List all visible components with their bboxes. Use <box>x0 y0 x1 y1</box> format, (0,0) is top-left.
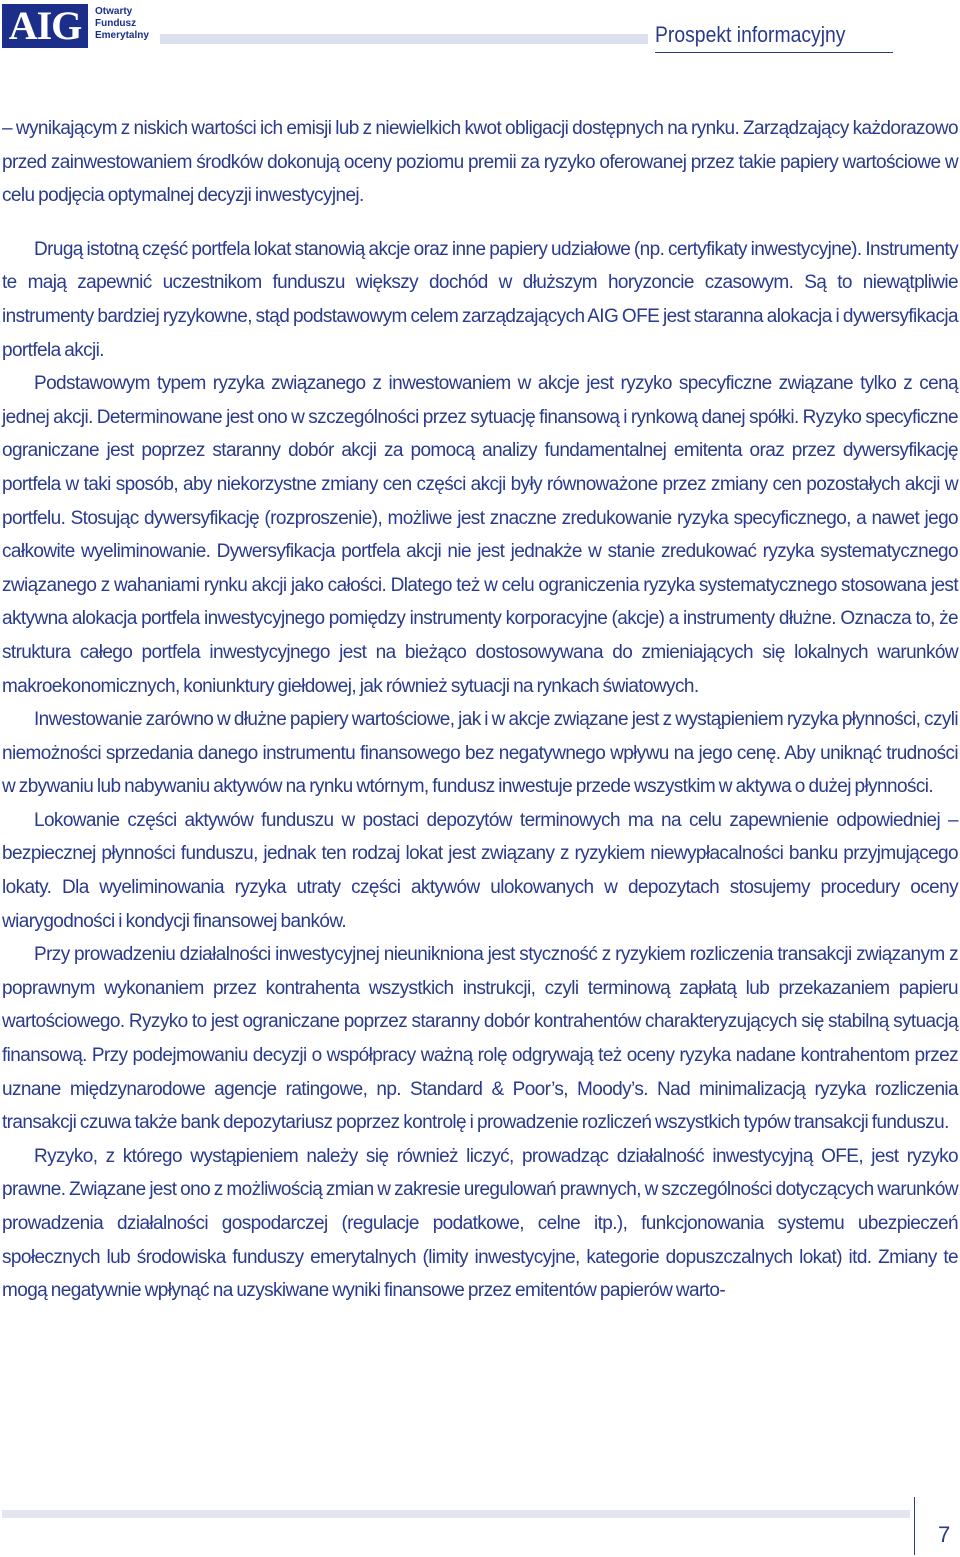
header-underline <box>655 52 893 53</box>
paragraph-1: – wynikającym z niskich wartości ich emisji lub z niewielkich kwot obligacji dostępnych na rynku. Zarządzający każdorazowo przed zainwestowaniem środków dokonują oceny poziomu premii za ryzyko oferowanej przez takie papiery wartościowe w celu podjęcia optymalnej decyzji inwestycyjnej. <box>2 118 958 207</box>
header-decorative-bar <box>160 34 648 44</box>
paragraph-7: Ryzyko, z którego wystąpieniem należy się również liczyć, prowadząc działalność inwestycyjną OFE, jest ryzyko prawne. Związane jest ono z możliwością zmian w zakresie uregulowań prawnych, w szczególności dotyczących warunków prowadzenia działalności gospodarczej (regulacje podatkowe, celne itp.), funkcjonowania systemu ubezpieczeń społecznych lub środowiska funduszy emerytalnych (limity inwestycyjne, kategorie dopuszczalnych lokat) itd. Zmiany te mogą negatywnie wpłynąć na uzyskiwane wyniki finansowe przez emitentów papierów warto- <box>2 1145 958 1302</box>
logo-sub-line-2: Fundusz <box>95 18 137 29</box>
page-number: 7 <box>938 1522 951 1547</box>
document-body <box>2 112 958 1308</box>
page-header <box>0 0 960 60</box>
paragraph-3: Podstawowym typem ryzyka związanego z inwestowaniem w akcje jest ryzyko specyficzne związane tylko z ceną jednej akcji. Determinowane jest ono w szczególności przez sytuację finansową i rynkową danej spółki. Ryzyko specyficzne ograniczane jest poprzez staranny dobór akcji za pomocą analizy fundamentalnej emitenta oraz przez dywersyfikację portfela w taki sposób, aby niekorzystne zmiany cen części akcji były równoważone przez zmiany cen pozostałych akcji w portfelu. Stosując dywersyfikację (rozproszenie), możliwe jest znaczne zredukowanie ryzyka specyficznego, a nawet jego całkowite wyeliminowanie. Dywersyfikacja portfela akcji nie jest jednakże w stanie zredukować ryzyka systematycznego związanego z wahaniami rynku akcji jako całości. Dlatego też w celu ograniczenia ryzyka systematycznego stosowana jest aktywna alokacja portfela inwestycyjnego pomiędzy instrumenty korporacyjne (akcje) a instrumenty dłużne. Oznacza to, że struktura całego portfela inwestycyjnego jest na bieżąco dostosowywana do zmieniających się lokalnych warunków makroekonomicznych, koniunktury giełdowej, jak również sytuacji na rynkach światowych. <box>2 373 958 697</box>
document-title: Prospekt informacyjny <box>655 22 846 47</box>
footer-divider <box>914 1497 915 1555</box>
paragraph-6: Przy prowadzeniu działalności inwestycyjnej nieunikniona jest styczność z ryzykiem rozliczenia transakcji związanym z poprawnym wykonaniem przez kontrahenta wszystkich instrukcji, czyli terminową zapłatą lub przekazaniem papieru wartościowego. Ryzyko to jest ograniczane poprzez staranny dobór kontrahentów charakteryzujących się stabilną sytuacją finansową. Przy podejmowaniu decyzji o współpracy ważną rolę odgrywają też oceny ryzyka nadane kontrahentom przez uznane międzynarodowe agencje ratingowe, np. Standard & Poor’s, Moody’s. Nad minimalizacją ryzyka rozliczenia transakcji czuwa także bank depozytariusz poprzez kontrolę i prowadzenie rozliczeń wszystkich typów transakcji funduszu. <box>2 944 958 1134</box>
paragraph-5: Lokowanie części aktywów funduszu w postaci depozytów terminowych ma na celu zapewnienie odpowiedniej – bezpiecznej płynności funduszu, jednak ten rodzaj lokat jest związany z ryzykiem niewypłacalności banku przyjmującego lokaty. Dla wyeliminowania ryzyka utraty części aktywów ulokowanych w depozytach stosujemy procedury oceny wiarygodności i kondycji finansowej banków. <box>2 809 958 932</box>
aig-logo: AIG <box>2 4 88 48</box>
paragraph-2: Drugą istotną część portfela lokat stanowią akcje oraz inne papiery udziałowe (np. certyfikaty inwestycyjne). Instrumenty te mają zapewnić uczestnikom funduszu większy dochód w dłuższym horyzoncie czasowym. Są to niewątpliwie instrumenty bardziej ryzykowne, stąd podstawowym celem zarządzających AIG OFE jest staranna alokacja i dywersyfikacja portfela akcji. <box>2 238 958 361</box>
footer-decorative-bar <box>2 1510 910 1518</box>
logo-sub-line-3: Emerytalny <box>95 30 149 41</box>
logo-sub-line-1: Otwarty <box>95 6 133 17</box>
paragraph-4: Inwestowanie zarówno w dłużne papiery wartościowe, jak i w akcje związane jest z wystąpieniem ryzyka płynności, czyli niemożności sprzedania danego instrumentu finansowego bez negatywnego wpływu na jego cenę. Aby uniknąć trudności w zbywaniu lub nabywaniu aktywów na rynku wtórnym, fundusz inwestuje przede wszystkim w aktywa o dużej płynności. <box>2 709 958 798</box>
logo-subtitle <box>95 6 149 42</box>
